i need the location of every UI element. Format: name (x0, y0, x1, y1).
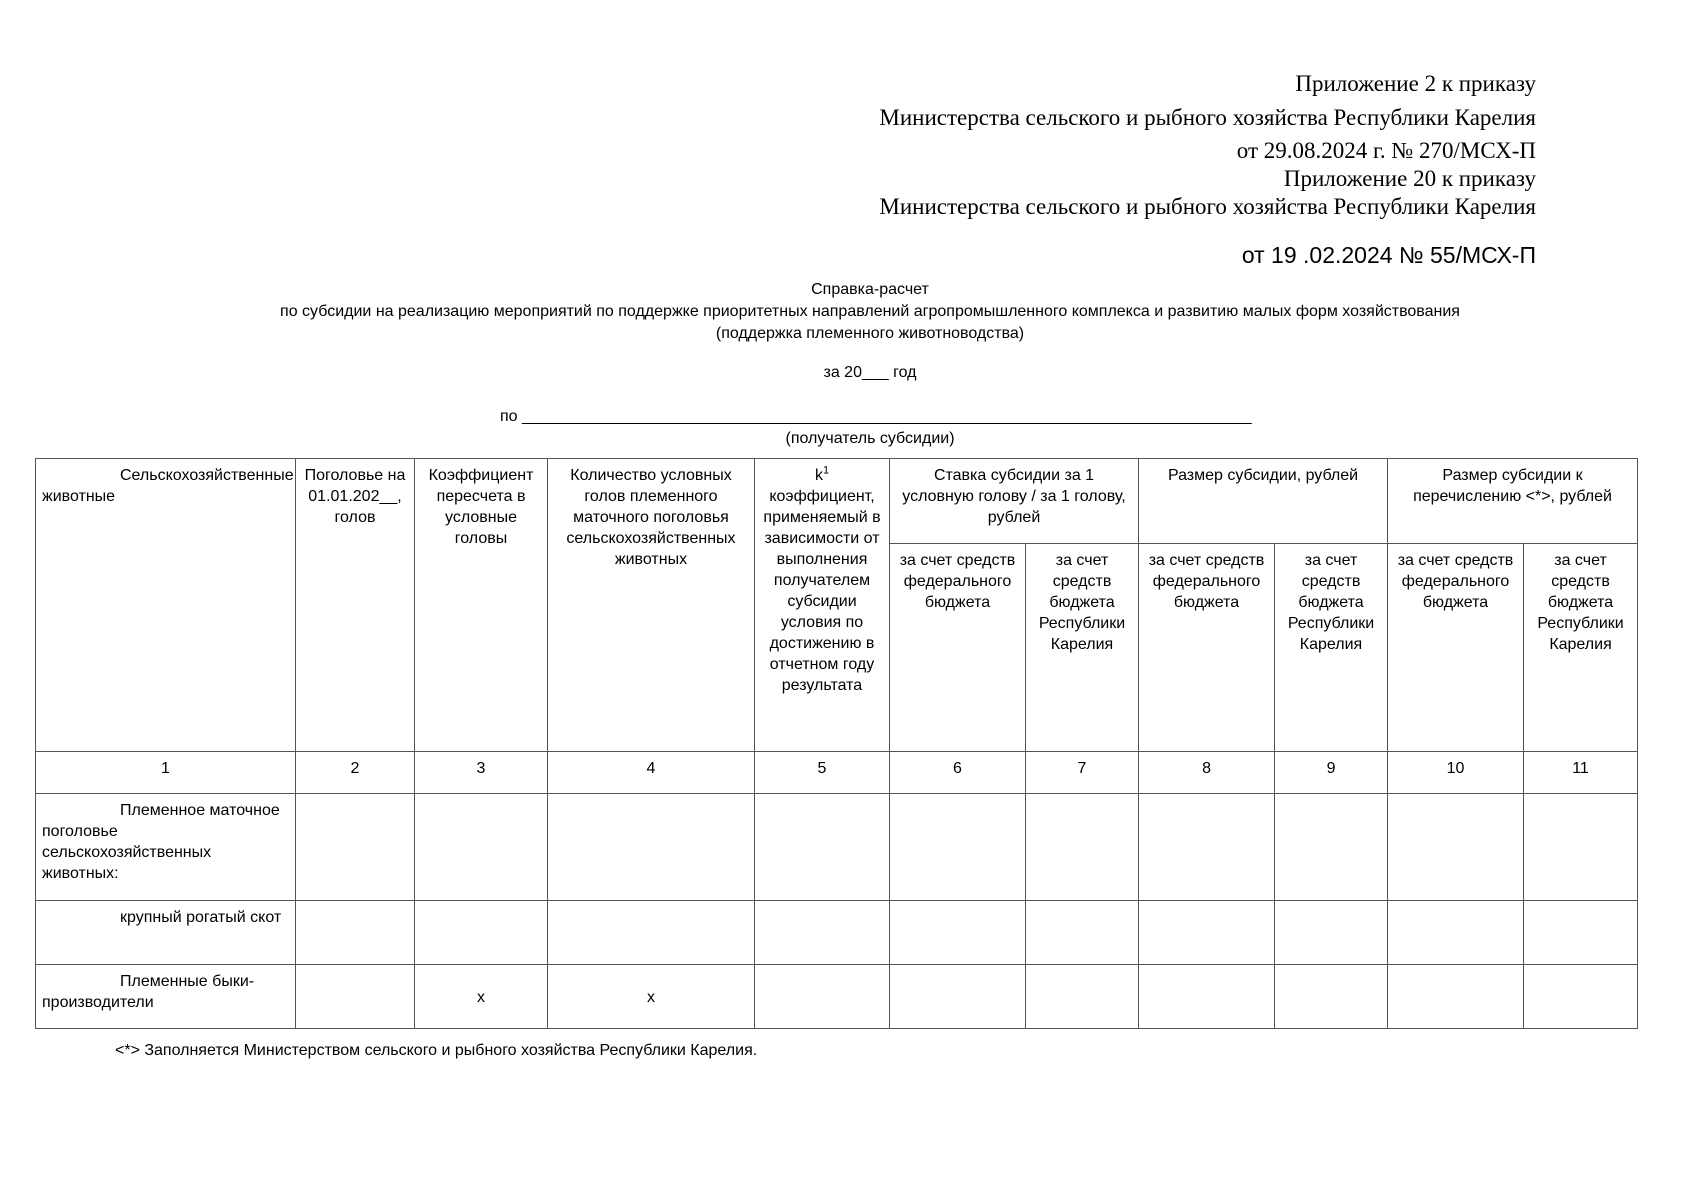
col-header-transfer: Размер субсидии к перечислению <*>, рублей (1388, 459, 1638, 544)
table-cell[interactable] (755, 794, 890, 901)
col-num-7: 7 (1026, 752, 1139, 794)
table-row (36, 965, 1638, 1029)
table-cell[interactable] (1524, 901, 1638, 965)
table-cell[interactable] (296, 965, 415, 1029)
col-header-animals: Сельскохозяйственные животные (36, 459, 296, 752)
col-num-1: 1 (36, 752, 296, 794)
col-header-coefficient: Коэффициент пересчета в условные головы (415, 459, 548, 752)
table-cell[interactable] (1139, 965, 1275, 1029)
col-header-rate: Ставка субсидии за 1 условную голову / за 1 голову, рублей (890, 459, 1139, 544)
col-num-6: 6 (890, 752, 1026, 794)
recipient-caption: (получатель субсидии) (785, 430, 955, 447)
size-federal: за счет средств федерального бюджета (1139, 544, 1275, 752)
size-regional: за счет средств бюджета Республики Карелия (1275, 544, 1388, 752)
row-label-cattle: крупный рогатый скот (36, 901, 296, 965)
col-num-9: 9 (1275, 752, 1388, 794)
rate-regional: за счет средств бюджета Республики Карелия (1026, 544, 1139, 752)
col-num-10: 10 (1388, 752, 1524, 794)
table-cell[interactable] (296, 901, 415, 965)
table-cell[interactable] (548, 901, 755, 965)
header-appendix-20: Приложение 20 к приказу (1283, 166, 1536, 191)
table-cell[interactable] (1026, 965, 1139, 1029)
report-year: за 20___ год (823, 364, 917, 381)
document-title (0, 279, 1697, 345)
column-numbers-row (36, 752, 1638, 794)
table-cell[interactable] (1388, 794, 1524, 901)
recipient-blank: __________________________________________________________________________________ (522, 408, 1252, 425)
header-order-2: от 19 .02.2024 № 55/МСХ-П (1241, 242, 1536, 268)
title-category: (поддержка племенного животноводства) (715, 325, 1025, 342)
col-num-4: 4 (548, 752, 755, 794)
table-cell[interactable] (1275, 901, 1388, 965)
col-header-size: Размер субсидии, рублей (1139, 459, 1388, 544)
table-cell[interactable] (755, 901, 890, 965)
rate-federal: за счет средств федерального бюджета (890, 544, 1026, 752)
table-cell[interactable] (1388, 901, 1524, 965)
col-header-headcount: Поголовье на 01.01.202__, голов (296, 459, 415, 752)
header-ministry-2: Министерства сельского и рыбного хозяйства Республики Карелия (879, 194, 1536, 219)
cell-x-conditional-heads: x (548, 965, 755, 1029)
col-num-5: 5 (755, 752, 890, 794)
transfer-regional: за счет средств бюджета Республики Карелия (1524, 544, 1638, 752)
table-cell[interactable] (548, 794, 755, 901)
k-symbol: k (814, 467, 823, 484)
footnote: <*> Заполняется Министерством сельского и рыбного хозяйства Республики Карелия. (115, 1042, 758, 1059)
table-cell[interactable] (296, 794, 415, 901)
table-cell[interactable] (890, 794, 1026, 901)
table-cell[interactable] (755, 965, 890, 1029)
title-main: Справка-расчет (811, 281, 929, 298)
col-header-conditional-heads: Количество условных голов племенного маточного поголовья сельскохозяйственных животных (548, 459, 755, 752)
col-num-8: 8 (1139, 752, 1275, 794)
recipient-po-label: по (500, 408, 518, 425)
table-row (36, 794, 1638, 901)
subsidy-table (35, 458, 1638, 1029)
header-ministry-1: Министерства сельского и рыбного хозяйства Республики Карелия (879, 105, 1536, 130)
table-cell[interactable] (890, 965, 1026, 1029)
table-cell[interactable] (890, 901, 1026, 965)
table-cell[interactable] (1388, 965, 1524, 1029)
col-num-11: 11 (1524, 752, 1638, 794)
table-cell[interactable] (1275, 794, 1388, 901)
row-label-bulls: Племенные быки-производители (36, 965, 296, 1029)
col-header-k-coefficient (755, 459, 890, 752)
transfer-federal: за счет средств федерального бюджета (1388, 544, 1524, 752)
header-row-1 (36, 459, 1638, 544)
col-num-2: 2 (296, 752, 415, 794)
row-label-breeding-stock: Племенное маточное поголовье сельскохозяйственных животных: (36, 794, 296, 901)
table-cell[interactable] (1139, 794, 1275, 901)
col-num-3: 3 (415, 752, 548, 794)
table-cell[interactable] (415, 794, 548, 901)
table-cell[interactable] (1275, 965, 1388, 1029)
k-superscript: 1 (822, 464, 830, 477)
title-subject: по субсидии на реализацию мероприятий по поддержке приоритетных направлений агропромышленного комплекса и развитию малых форм хозяйствования (280, 303, 1460, 320)
table-cell[interactable] (415, 901, 548, 965)
table-cell[interactable] (1524, 965, 1638, 1029)
table-cell[interactable] (1139, 901, 1275, 965)
table-cell[interactable] (1026, 794, 1139, 901)
table-cell[interactable] (1026, 901, 1139, 965)
cell-x-coefficient: x (415, 965, 548, 1029)
table-cell[interactable] (1524, 794, 1638, 901)
recipient-line (500, 408, 1252, 426)
table-row (36, 901, 1638, 965)
header-order-1: от 29.08.2024 г. № 270/МСХ-П (1236, 138, 1536, 163)
k-description: коэффициент, применяемый в зависимости от выполнения получателем субсидии условия по достижению в отчетном году результата (763, 488, 881, 694)
header-appendix-2: Приложение 2 к приказу (1295, 71, 1536, 96)
